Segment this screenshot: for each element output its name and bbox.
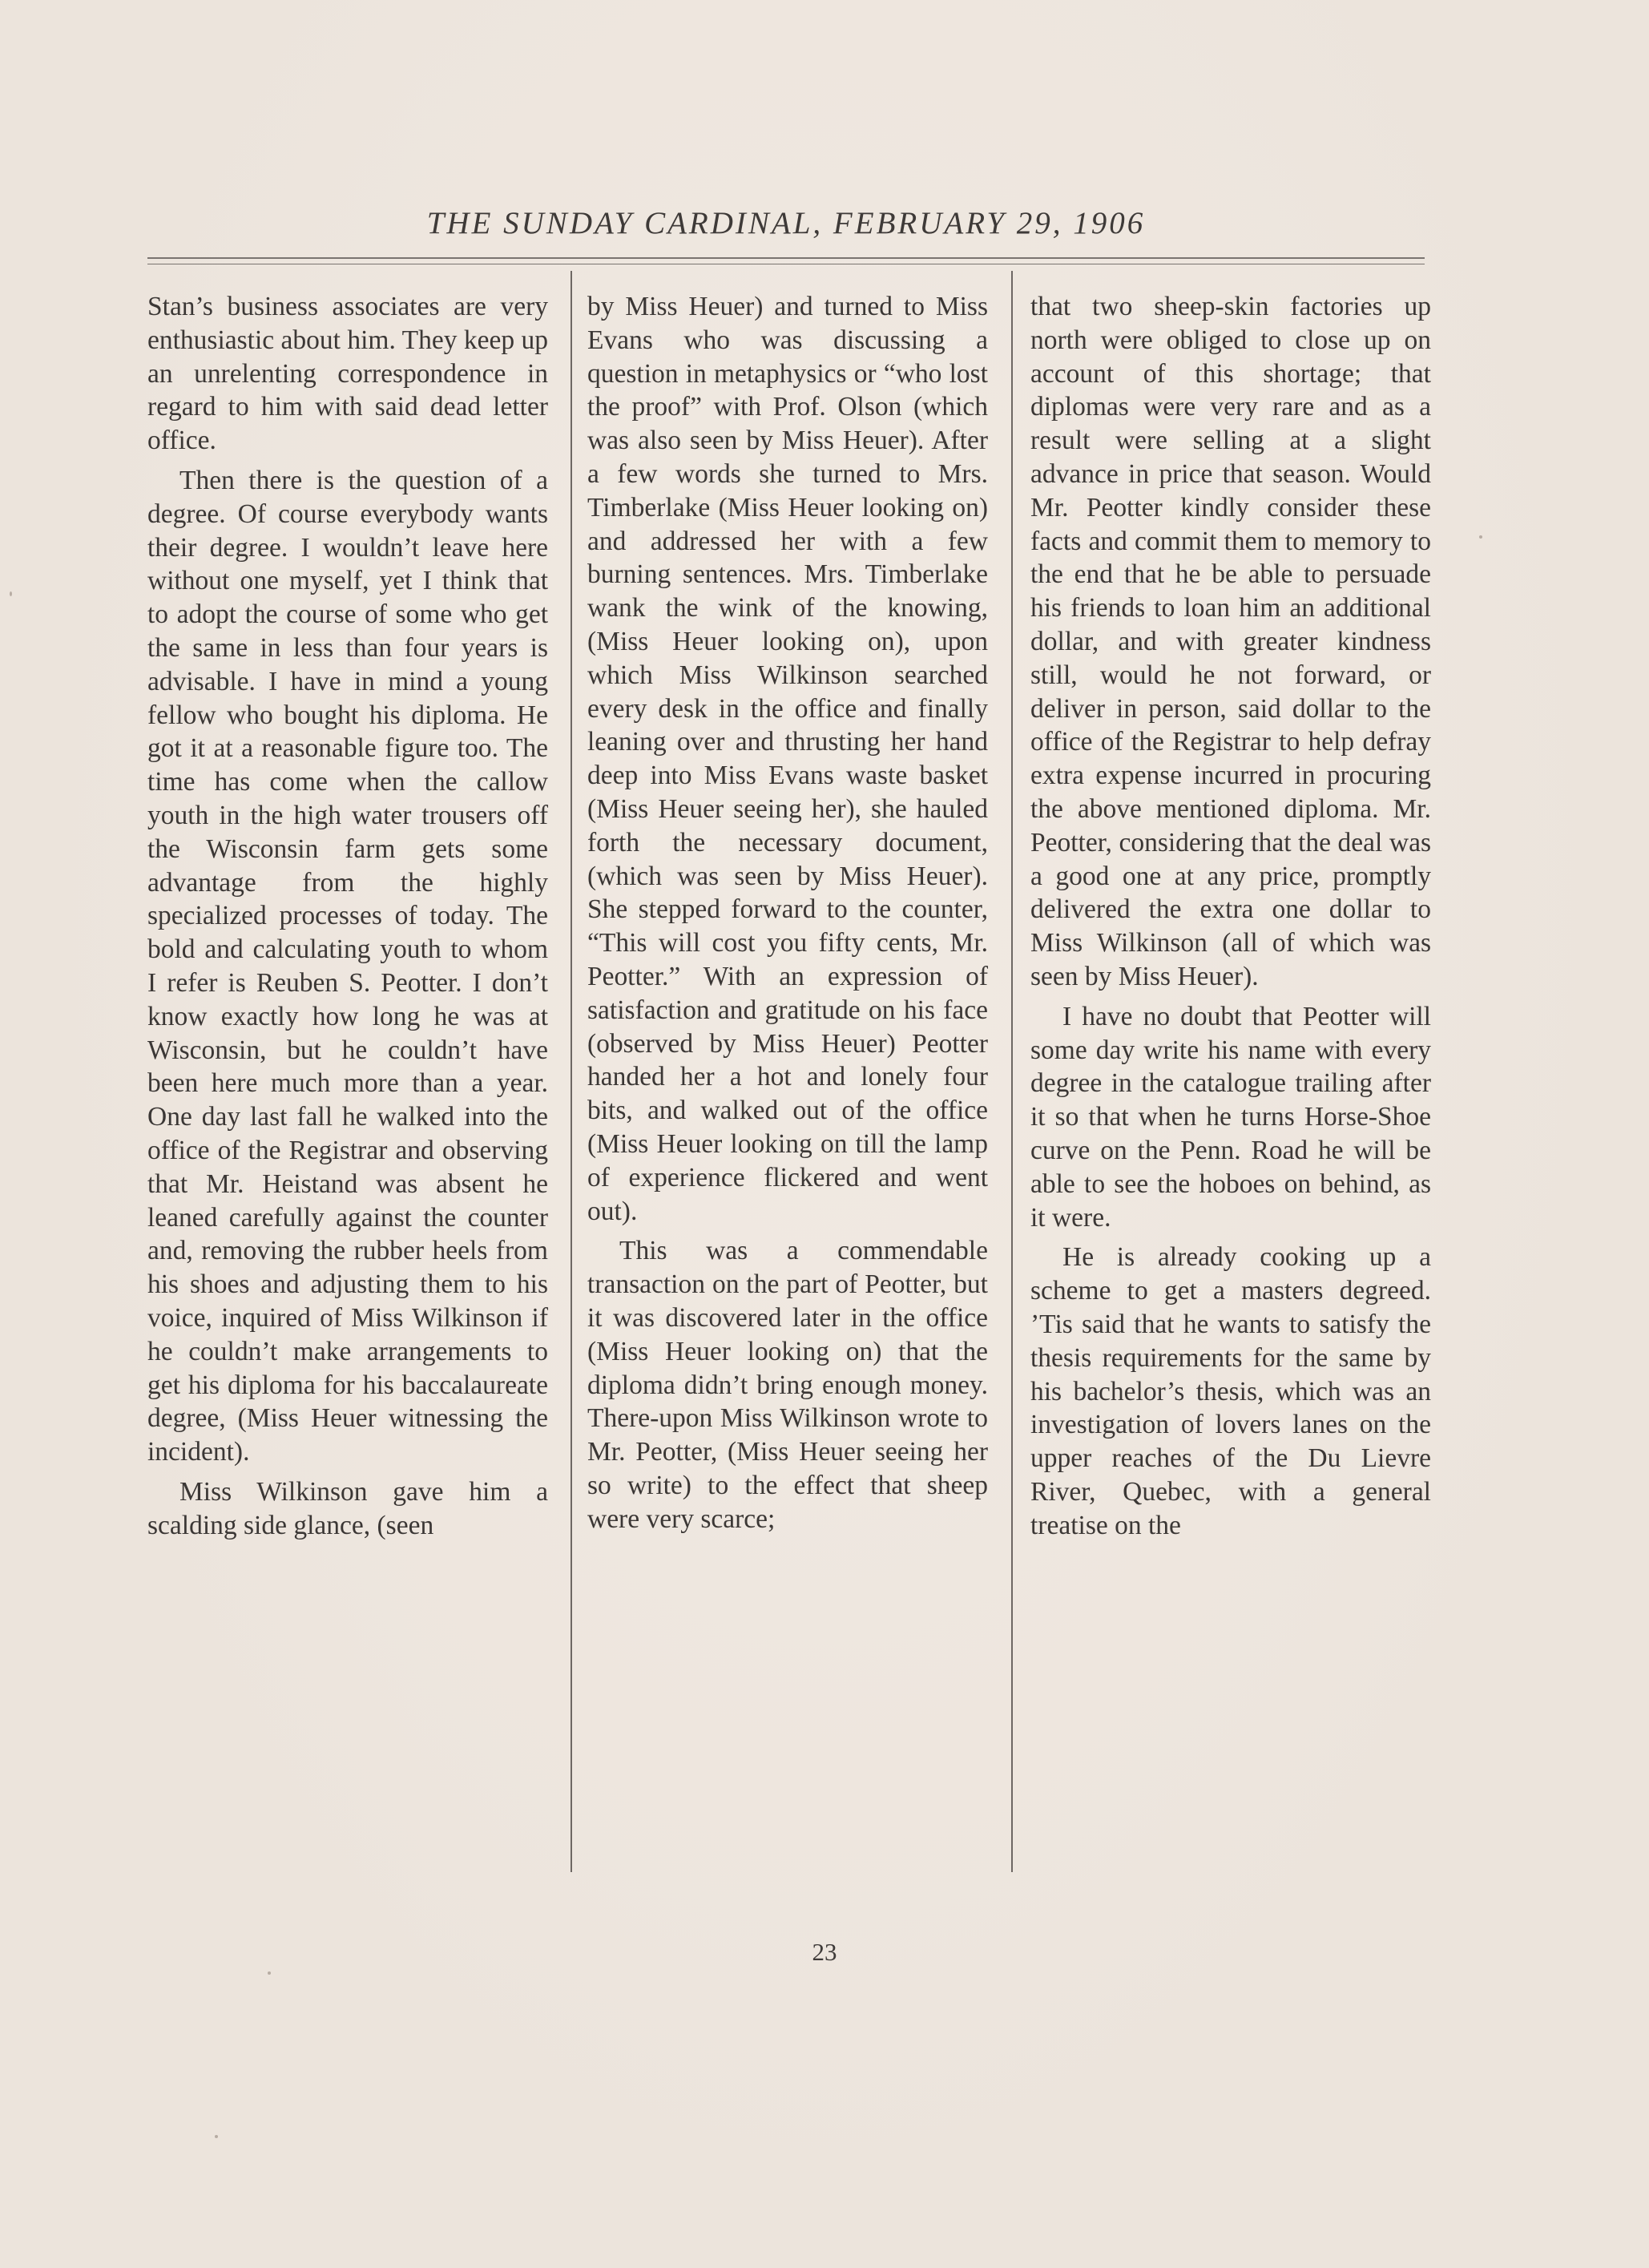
column-1-paragraph-2: Then there is the question of a degree. Of course everybody wants their degree. I wouldn’t leave here without one myself, yet I think that to adopt the course of some who get the same in less than four years is advisable. I have in mind a young fellow who bought his diploma. He got it at a reasonable figure too. The time has come when the callow youth in the high water trousers off the Wisconsin farm gets some advantage from the highly specialized processes of today. The bold and calculating youth to whom I refer is Reuben S. Peotter. I don’t know exactly how long he was at Wisconsin, but he couldn’t have been here much more than a year. One day last fall he walked into the office of the Registrar and observing that Mr. Heistand was absent he leaned carefully against the counter and, removing the rubber heels from his shoes and adjusting them to his voice, inquired of Miss Wilkinson if he couldn’t make arrangements to get his diploma for his baccalaureate degree, (Miss Heuer witnessing the incident).: [147, 465, 548, 1467]
column-rule-left: [570, 271, 572, 1872]
column-3-paragraph-3: He is already cooking up a scheme to get a masters degreed. ’Tis said that he wants to satisfy the thesis requirements for the same by his bachelor’s thesis, which was an investigation of lovers lanes on the upper reaches of the Du Lievre River, Quebec, with a general treatise on the: [1030, 1242, 1431, 1540]
page-number: 23: [812, 1938, 837, 1966]
running-head: THE SUNDAY CARDINAL, FEBRUARY 29, 1906: [426, 206, 1146, 240]
text-column-3: [1030, 290, 1431, 1548]
text-column-2: [587, 290, 988, 1542]
column-rule-right: [1011, 271, 1013, 1872]
paper-speck: [1479, 535, 1482, 539]
paper-speck: [268, 1971, 271, 1975]
header-rule-thick: [147, 257, 1425, 259]
column-1-paragraph-3: Miss Wilkinson gave him a scalding side glance, (seen: [147, 1476, 548, 1540]
column-3-paragraph-2: I have no doubt that Peotter will some day write his name with every degree in the catalogue trailing after it so that when he turns Horse-Shoe curve on the Penn. Road he will be able to see the hoboes on behind, as it were.: [1030, 1001, 1431, 1233]
column-2-paragraph-1: by Miss Heuer) and turned to Miss Evans who was discussing a question in metaphysics or “who lost the proof” with Prof. Olson (which was also seen by Miss Heuer). After a few words she turned to Mrs. Timberlake (Miss Heuer looking on) and addressed her with a few burning sentences. Mrs. Timberlake wank the wink of the knowing, (Miss Heuer looking on), upon which Miss Wilkinson searched every desk in the office and finally leaning over and thrusting her hand deep into Miss Evans waste basket (Miss Heuer seeing her), she hauled forth the necessary document, (which was seen by Miss Heuer). She stepped forward to the counter, “This will cost you fifty cents, Mr. Peotter.” With an expression of satisfaction and gratitude on his face (observed by Miss Heuer) Peotter handed her a hot and lonely four bits, and walked out of the office (Miss Heuer looking on till the lamp of experience flickered and went out).: [587, 292, 988, 1226]
paper-speck: [215, 2135, 218, 2138]
column-2-paragraph-2: This was a commendable transaction on the part of Peotter, but it was discovered later in the office (Miss Heuer looking on) that the diploma didn’t bring enough money. There-upon Miss Wilkinson wrote to Mr. Peotter, (Miss Heuer seeing her so write) to the effect that sheep were very scarce;: [587, 1236, 988, 1534]
column-1-paragraph-1: Stan’s business associates are very enthusiastic about him. They keep up an unrelenting correspondence in regard to him with said dead letter office.: [147, 292, 548, 456]
column-3-paragraph-1: that two sheep-skin factories up north were obliged to close up on account of this shortage; that diplomas were very rare and as a result were selling at a slight advance in price that season. Would Mr. Peotter kindly consider these facts and commit them to memory to the end that he be able to persuade his friends to loan him an additional dollar, and with greater kindness still, would he not forward, or deliver in person, said dollar to the office of the Registrar to help defray extra expense incurred in procuring the above mentioned diploma. Mr. Peotter, considering that the deal was a good one at any price, promptly delivered the extra one dollar to Miss Wilkinson (all of which was seen by Miss Heuer).: [1030, 292, 1431, 991]
paper-speck: [10, 591, 12, 596]
text-column-1: [147, 290, 548, 1548]
